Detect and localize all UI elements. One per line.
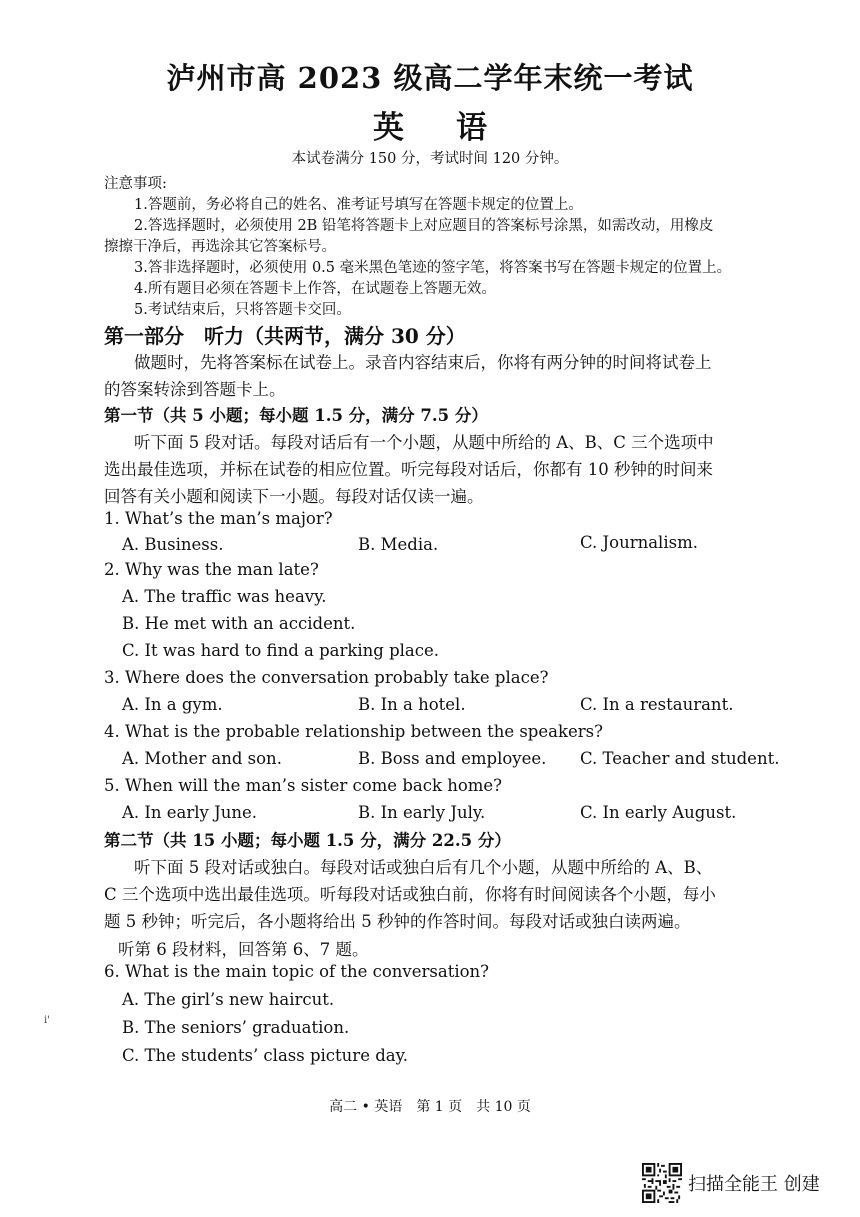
question-option: A. Business. — [122, 535, 224, 554]
watermark-text: 扫描全能王 创建 — [688, 1174, 820, 1195]
question-option: C. It was hard to find a parking place. — [122, 641, 440, 660]
notice-item: 擦擦干净后，再选涂其它答案标号。 — [104, 239, 336, 255]
question-option: C. Journalism. — [580, 533, 698, 552]
section1-heading: 第一节（共 5 小题；每小题 1.5 分，满分 7.5 分） — [104, 406, 488, 425]
question-option: B. In a hotel. — [358, 695, 466, 714]
subject-title: 英语 — [373, 110, 539, 146]
question-option: B. The seniors’ graduation. — [122, 1018, 350, 1037]
notice-item: 2.答选择题时，必须使用 2B 铅笔将答题卡上对应题目的答案标号涂黑，如需改动，用橡皮 — [134, 218, 714, 234]
exam-title: 泸州市高 2023 级高二学年末统一考试 — [166, 61, 694, 95]
question-stem: 4. What is the probable relationship between the speakers? — [104, 722, 603, 741]
notice-item: 5.考试结束后，只将答题卡交回。 — [134, 302, 351, 318]
section2-intro-line: 题 5 秒钟；听完后，各小题将给出 5 秒钟的作答时间。每段对话或独白读两遍。 — [104, 912, 691, 931]
question-option: C. The students’ class picture day. — [122, 1046, 408, 1065]
material-instruction: 听第 6 段材料，回答第 6、7 题。 — [118, 940, 369, 959]
page-footer: 高二 • 英语 第 1 页 共 10 页 — [329, 1099, 531, 1115]
part1-intro-line: 做题时，先将答案标在试卷上。录音内容结束后，你将有两分钟的时间将试卷上 — [134, 353, 712, 372]
question-stem: 6. What is the main topic of the conversation? — [104, 962, 490, 981]
qr-code-icon — [642, 1163, 682, 1203]
notice-heading: 注意事项: — [104, 176, 167, 192]
question-option: C. In early August. — [580, 803, 737, 822]
question-stem: 3. Where does the conversation probably take place? — [104, 668, 549, 687]
question-option: A. The girl’s new haircut. — [122, 990, 335, 1009]
question-stem: 2. Why was the man late? — [104, 560, 319, 579]
notice-item: 4.所有题目必须在答题卡上作答，在试题卷上答题无效。 — [134, 281, 496, 297]
question-option: B. Media. — [358, 535, 439, 554]
section2-intro-line: C 三个选项中选出最佳选项。听每段对话或独白前，你将有时间阅读各个小题，每小 — [104, 885, 716, 904]
question-stem: 5. When will the man’s sister come back home? — [104, 776, 503, 795]
section1-intro-line: 听下面 5 段对话。每段对话后有一个小题，从题中所给的 A、B、C 三个选项中 — [134, 433, 714, 452]
question-option: C. In a restaurant. — [580, 695, 734, 714]
question-option: B. Boss and employee. — [358, 749, 547, 768]
question-option: A. In a gym. — [122, 695, 223, 714]
question-option: A. The traffic was heavy. — [122, 587, 327, 606]
full-score-note: 本试卷满分 150 分，考试时间 120 分钟。 — [291, 151, 569, 167]
part1-intro-line: 的答案转涂到答题卡上。 — [104, 380, 286, 399]
notice-item: 3.答非选择题时，必须使用 0.5 毫米黑色笔迹的签字笔，将答案书写在答题卡规定的位置上。 — [134, 260, 732, 276]
margin-scan-mark: i' — [44, 1015, 50, 1026]
section1-intro-line: 选出最佳选项，并标在试卷的相应位置。听完每段对话后，你都有 10 秒钟的时间来 — [104, 460, 713, 479]
question-option: B. He met with an accident. — [122, 614, 356, 633]
section2-intro-line: 听下面 5 段对话或独白。每段对话或独白后有几个小题，从题中所给的 A、B、 — [134, 858, 713, 877]
question-option: C. Teacher and student. — [580, 749, 780, 768]
section1-intro-line: 回答有关小题和阅读下一小题。每段对话仅读一遍。 — [104, 487, 484, 506]
question-option: A. In early June. — [122, 803, 258, 822]
scanner-watermark — [642, 1163, 820, 1203]
notice-item: 1.答题前，务必将自己的姓名、准考证号填写在答题卡规定的位置上。 — [134, 197, 583, 213]
question-option: B. In early July. — [358, 803, 486, 822]
part1-heading: 第一部分 听力（共两节，满分 30 分） — [104, 324, 466, 348]
question-option: A. Mother and son. — [122, 749, 282, 768]
question-stem: 1. What’s the man’s major? — [104, 509, 333, 528]
section2-heading: 第二节（共 15 小题；每小题 1.5 分，满分 22.5 分） — [104, 831, 511, 850]
